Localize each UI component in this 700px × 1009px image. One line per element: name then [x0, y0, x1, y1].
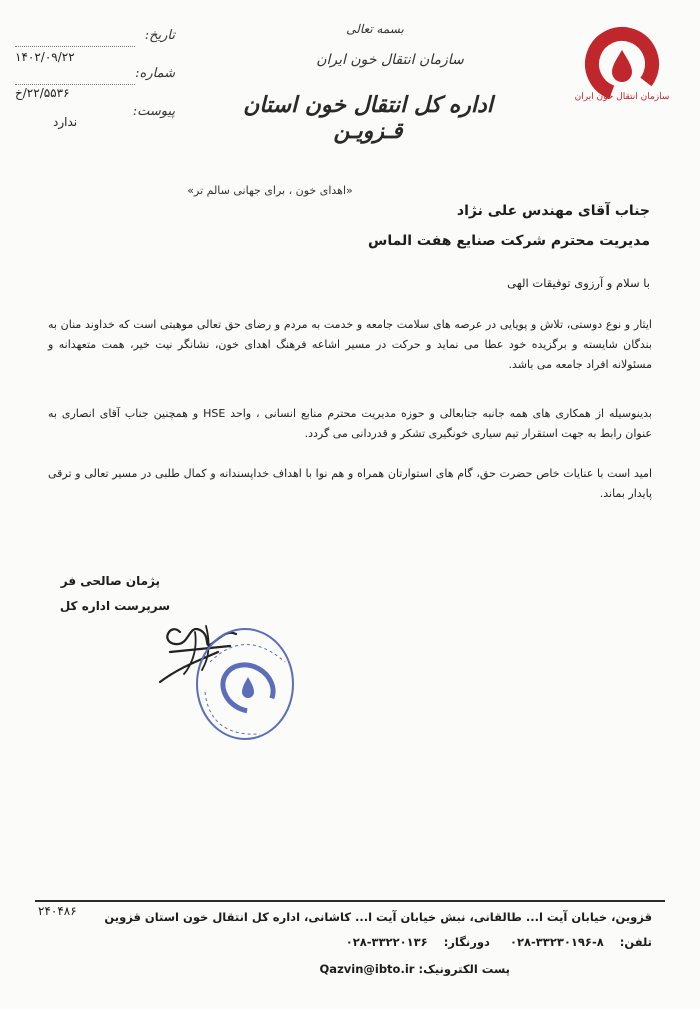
paragraph-3: امید است با عنایات خاص حضرت حق، گام های استوارتان همراه و هم نوا با اهداف خداپسندانه و کمال طلبی در مسیر تعالی و ترقی پایدار بماند. [48, 467, 652, 500]
recipient-position: مدیریت محترم شرکت صنایع هفت الماس [368, 233, 650, 249]
footer-email [320, 962, 510, 976]
greeting: با سلام و آرزوی توفیقات الهی [507, 276, 650, 290]
date-dotted-line [15, 46, 135, 47]
recipient-name: جناب آقای مهندس علی نژاد [456, 203, 650, 219]
reference-number: ۲۴۰۴۸۶ [38, 904, 77, 918]
phone-value: ۸-۳۳۲۳۰۱۹۶-۰۲۸ [509, 935, 604, 949]
logo-caption: سازمان انتقال خون ایران [574, 92, 670, 102]
paragraph-1: ایثار و نوع دوستی، تلاش و پویایی در عرصه های سلامت جامعه و خدمت به مردم و رضای حق تعالی موهبتی است که خداوند منان به بندگان شایسته و برگزیده خود عطا می نماید و حرکت در مسیر اشاعه فرهنگ اهدای خون، نشانگر نیت خیر، همت متعهدانه و مسئولانه افراد جامعه می باشد. [48, 318, 652, 371]
fax-value: ۳۳۲۲۰۱۳۶-۰۲۸ [345, 935, 428, 949]
number-label: شماره: [135, 66, 175, 81]
organization-name: سازمان انتقال خون ایران [316, 52, 464, 68]
footer-divider [35, 900, 665, 902]
letter-meta [15, 28, 175, 128]
date-value: ۱۴۰۲/۰۹/۲۲ [15, 50, 75, 64]
fax-label: دورنگار: [443, 935, 490, 949]
signer-name: پژمان صالحی فر [60, 574, 160, 588]
paragraph-2: بدینوسیله از همکاری های همه جانبه جنابعالی و حوزه مدیریت محترم منابع انسانی ، واحد HSE و همچنین جناب آقای انصاری به عنوان رابط به جهت استقرار تیم سیاری خونگیری تشکر و قدردانی می گردد. [48, 407, 652, 440]
signer-title: سرپرست اداره کل [59, 599, 170, 613]
phone-label: تلفن: [619, 935, 652, 949]
footer-contact [330, 935, 652, 949]
number-dotted-line [15, 84, 135, 85]
email-label: پست الکترونیک: [418, 962, 510, 976]
blood-drop-logo-icon [578, 22, 666, 122]
official-stamp-icon [190, 622, 300, 747]
basmala: بسمه تعالی [346, 22, 404, 36]
date-label: تاریخ: [144, 28, 175, 43]
number-value: ۲۲/۵۵۳۶/خ [15, 86, 70, 100]
department-name: اداره کل انتقال خون استان قـزویـن [243, 92, 493, 144]
attachment-value: ندارد [53, 115, 78, 129]
footer-address: قزوین، خیابان آیت ا... طالقانی، نبش خیابان آیت ا... کاشانی، اداره کل انتقال خون استان قزوین [104, 910, 652, 924]
slogan: «اهدای خون ، برای جهانی سالم تر» [187, 184, 353, 197]
email-value[interactable]: Qazvin@ibto.ir [319, 962, 415, 976]
attachment-label: پیوست: [132, 104, 175, 119]
